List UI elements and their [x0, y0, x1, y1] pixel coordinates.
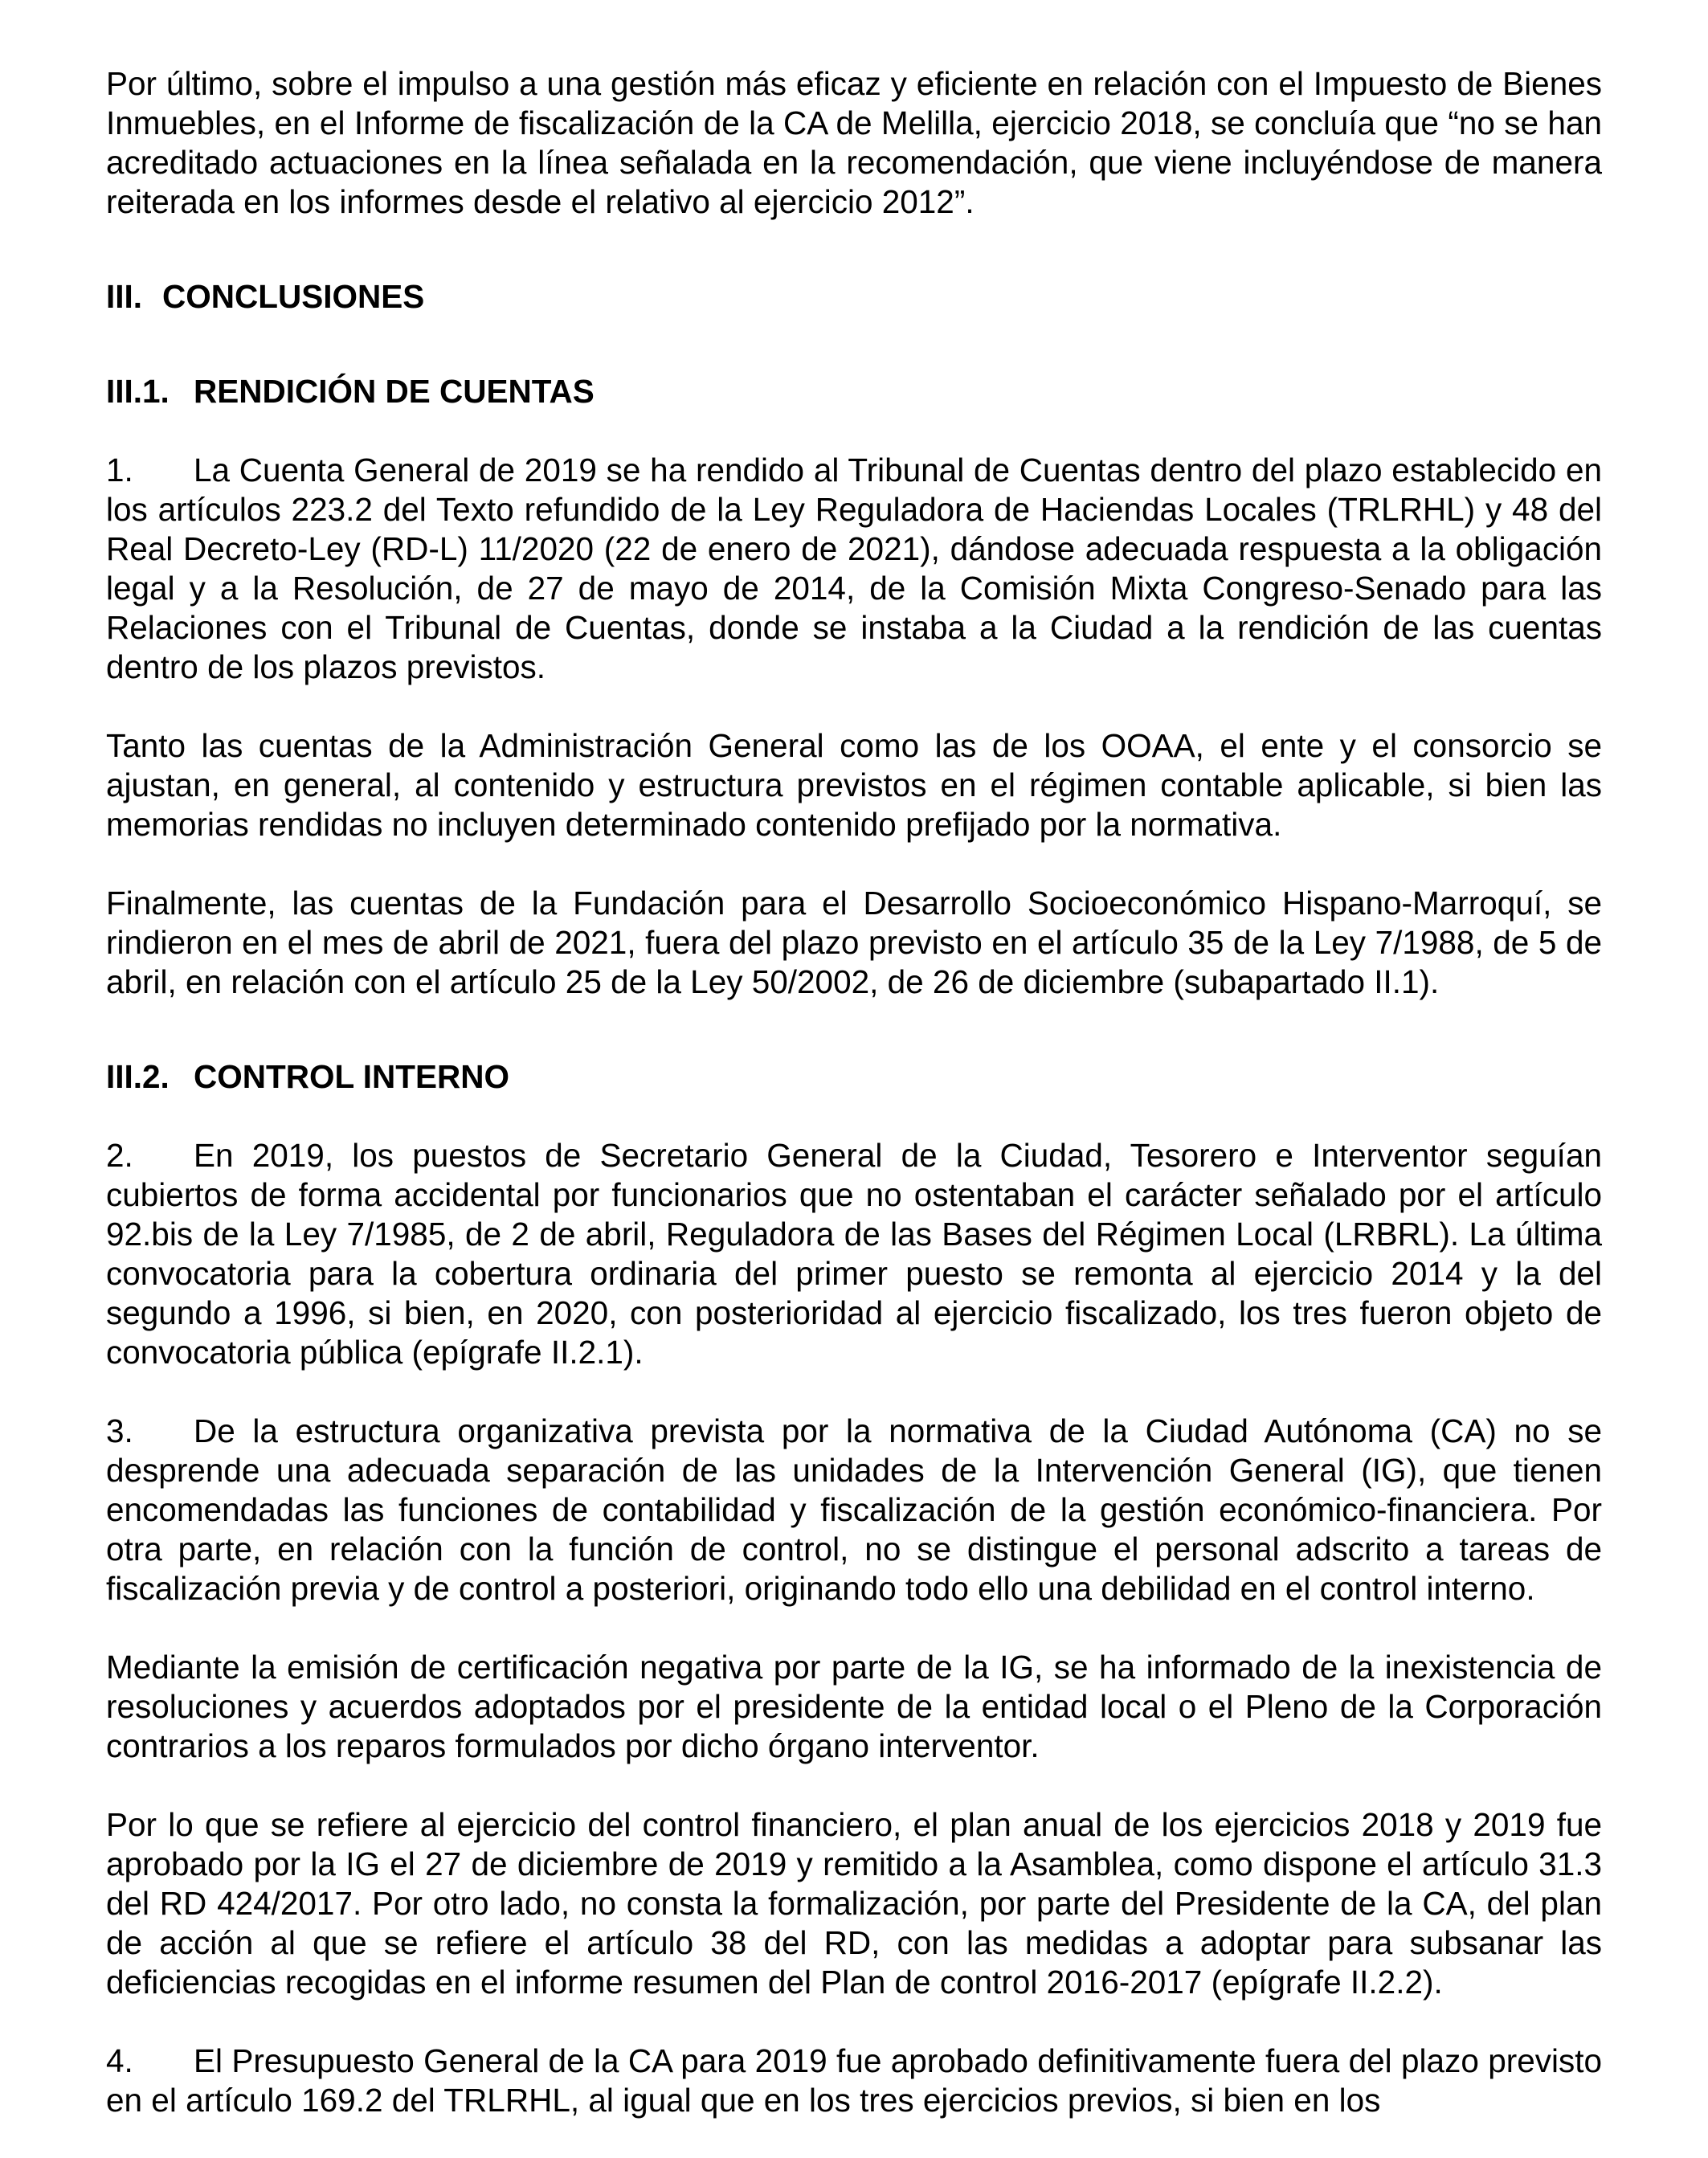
subsection-number: III.2. [106, 1058, 170, 1095]
paragraph-certificacion: Mediante la emisión de certificación negativa por parte de la IG, se ha informado de la inexistencia de resoluciones y acuerdos adoptados por el presidente de la entidad local o el Pleno de la Corporación contrarios a los reparos formulados por dicho órgano interventor. [106, 1649, 1602, 1764]
paragraph-cuentas-ooaa: Tanto las cuentas de la Administración General como las de los OOAA, el ente y el consorcio se ajustan, en general, al contenido y estructura previstos en el régimen contable aplicable, si bien las memorias rendidas no incluyen determinado contenido prefijado por la normativa. [106, 727, 1602, 843]
item-number: 1. [106, 452, 133, 488]
subsection-heading-control-interno [106, 1057, 1602, 1097]
subsection-number: III.1. [106, 373, 170, 410]
intro-paragraph: Por último, sobre el impulso a una gestión más eficaz y eficiente en relación con el Impuesto de Bienes Inmuebles, en el Informe de fiscalización de la CA de Melilla, ejercicio 2018, se concluía que “no se han acreditado actuaciones en la línea señalada en la recomendación, que viene incluyéndose de manera reiterada en los informes desde el relativo al ejercicio 2012”. [106, 65, 1602, 220]
conclusion-item-4 [106, 2042, 1602, 2120]
conclusion-item-1 [106, 451, 1602, 687]
subsection-title: RENDICIÓN DE CUENTAS [194, 373, 595, 410]
document-page [106, 64, 1602, 2120]
conclusion-item-3 [106, 1412, 1602, 1608]
item-text: En 2019, los puestos de Secretario General de la Ciudad, Tesorero e Interventor seguían cubiertos de forma accidental por funcionarios que no ostentaban el carácter señalado por el artículo 92.bis de la Ley 7/1985, de 2 de abril, Reguladora de las Bases del Régimen Local (LRBRL). La última convocatoria para la cobertura ordinaria del primer puesto se remonta al ejercicio 2014 y la del segundo a 1996, si bien, en 2020, con posterioridad al ejercicio fiscalizado, los tres fueron objeto de convocatoria pública (epígrafe II.2.1). [106, 1137, 1602, 1371]
item-text: De la estructura organizativa prevista por la normativa de la Ciudad Autónoma (CA) no se desprende una adecuada separación de las unidades de la Intervención General (IG), que tienen encomendadas las funciones de contabilidad y fiscalización de la gestión económico-financiera. Por otra parte, en relación con la función de control, no se distingue el personal adscrito a tareas de fiscalización previa y de control a posteriori, originando todo ello una debilidad en el control interno. [106, 1412, 1602, 1607]
item-number: 4. [106, 2042, 133, 2079]
item-text: El Presupuesto General de la CA para 2019 fue aprobado definitivamente fuera del plazo previsto en el artículo 169.2 del TRLRHL, al igual que en los tres ejercicios previos, si bien en los [106, 2042, 1602, 2119]
paragraph-control-financiero: Por lo que se refiere al ejercicio del control financiero, el plan anual de los ejercicios 2018 y 2019 fue aprobado por la IG el 27 de diciembre de 2019 y remitido a la Asamblea, como dispone el artículo 31.3 del RD 424/2017. Por otro lado, no consta la formalización, por parte del Presidente de la CA, del plan de acción al que se refiere el artículo 38 del RD, con las medidas a adoptar para subsanar las deficiencias recogidas en el informe resumen del Plan de control 2016-2017 (epígrafe II.2.2). [106, 1806, 1602, 2001]
paragraph-fundacion: Finalmente, las cuentas de la Fundación para el Desarrollo Socioeconómico Hispano-Marroquí, se rindieron en el mes de abril de 2021, fuera del plazo previsto en el artículo 35 de la Ley 7/1988, de 5 de abril, en relación con el artículo 25 de la Ley 50/2002, de 26 de diciembre (subapartado II.1). [106, 885, 1602, 1000]
item-number: 2. [106, 1137, 133, 1174]
section-number: III. [106, 278, 143, 315]
conclusion-item-2 [106, 1136, 1602, 1372]
item-number: 3. [106, 1412, 133, 1449]
section-title: CONCLUSIONES [162, 278, 425, 315]
section-heading-conclusiones [106, 277, 1602, 317]
subsection-heading-rendicion [106, 372, 1602, 411]
item-text: La Cuenta General de 2019 se ha rendido al Tribunal de Cuentas dentro del plazo establecido en los artículos 223.2 del Texto refundido de la Ley Reguladora de Haciendas Locales (TRLRHL) y 48 del Real Decreto-Ley (RD-L) 11/2020 (22 de enero de 2021), dándose adecuada respuesta a la obligación legal y a la Resolución, de 27 de mayo de 2014, de la Comisión Mixta Congreso-Senado para las Relaciones con el Tribunal de Cuentas, donde se instaba a la Ciudad a la rendición de las cuentas dentro de los plazos previstos. [106, 452, 1602, 685]
subsection-title: CONTROL INTERNO [194, 1058, 509, 1095]
